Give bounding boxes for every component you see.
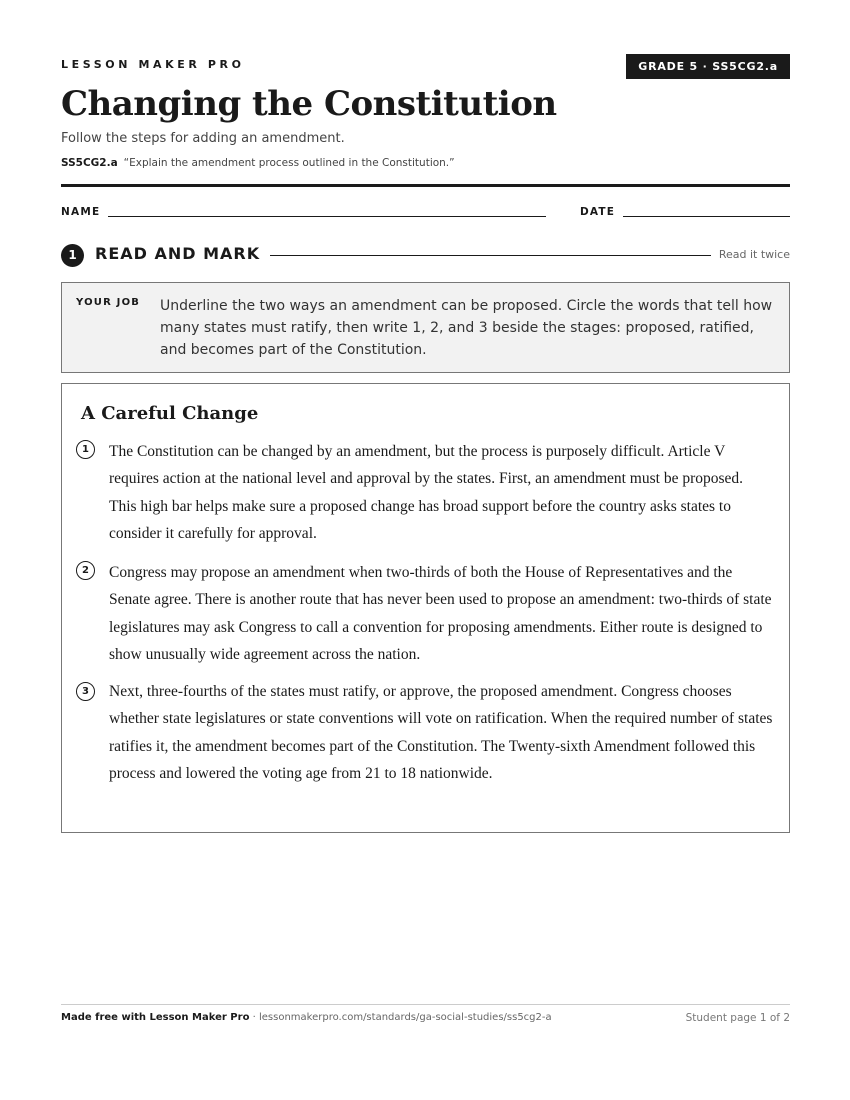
brand-name: LESSON MAKER PRO [61, 58, 245, 71]
page-title: Changing the Constitution [61, 84, 557, 124]
header-divider [61, 184, 790, 187]
section-divider [270, 255, 711, 256]
passage-paragraph: The Constitution can be changed by an amendment, but the process is purposely difficult. Article V requires action at the national level and approval by the states. First, an amendment must be proposed. This high bar helps make sure a proposed change has broad support before the country asks states to consider it carefully for approval. [109, 443, 744, 542]
passage-paragraph: Next, three-fourths of the states must ratify, or approve, the proposed amendment. Congress chooses whether state legislatures or state conventions will vote on ratification. When the required number of states ratifies it, the amendment becomes part of the Constitution. The Twenty-sixth Amendment followed this process and lowered the voting age from 21 to 18 nationwide. [109, 683, 773, 782]
name-label: NAME [61, 206, 101, 218]
reading-passage [61, 383, 790, 833]
footer-made-with: Made free with Lesson Maker Pro [61, 1012, 250, 1023]
worksheet-page [61, 0, 790, 1100]
footer-divider [61, 1004, 790, 1005]
instructions-label: YOUR JOB [76, 297, 141, 308]
section-note: Read it twice [718, 248, 790, 261]
standard-text: “Explain the amendment process outlined in the Constitution.” [123, 157, 455, 169]
footer-credit [61, 1012, 552, 1023]
date-field[interactable] [623, 216, 790, 217]
instructions-text: Underline the two ways an amendment can be proposed. Circle the words that tell how many states must ratify, then write 1, 2, and 3 beside the stages: proposed, ratified, and becomes part of the Constitution. [160, 298, 773, 358]
footer-page-number: Student page 1 of 2 [685, 1012, 790, 1024]
section-title: READ AND MARK [95, 244, 261, 263]
page-subtitle: Follow the steps for adding an amendment. [61, 131, 345, 146]
paragraph-number: 2 [76, 561, 95, 580]
section-number-badge: 1 [61, 244, 84, 267]
passage-title: A Careful Change [81, 403, 259, 424]
name-field[interactable] [108, 216, 546, 217]
standard-code: SS5CG2.a [61, 157, 118, 169]
instructions-box [61, 282, 790, 373]
paragraph-number: 1 [76, 440, 95, 459]
paragraph-number: 3 [76, 682, 95, 701]
standard-line [61, 157, 455, 169]
footer-url[interactable]: · lessonmakerpro.com/standards/ga-social-studies/ss5cg2-a [249, 1012, 552, 1023]
passage-paragraph: Congress may propose an amendment when two-thirds of both the House of Representatives and the Senate agree. There is another route that has never been used to propose an amendment: two-thirds of state legislatures may ask Congress to call a convention for proposing amendments. Either route is designed to show unusually wide agreement across the nation. [109, 564, 772, 663]
date-label: DATE [580, 206, 616, 218]
grade-badge: GRADE 5 · SS5CG2.a [626, 54, 790, 79]
